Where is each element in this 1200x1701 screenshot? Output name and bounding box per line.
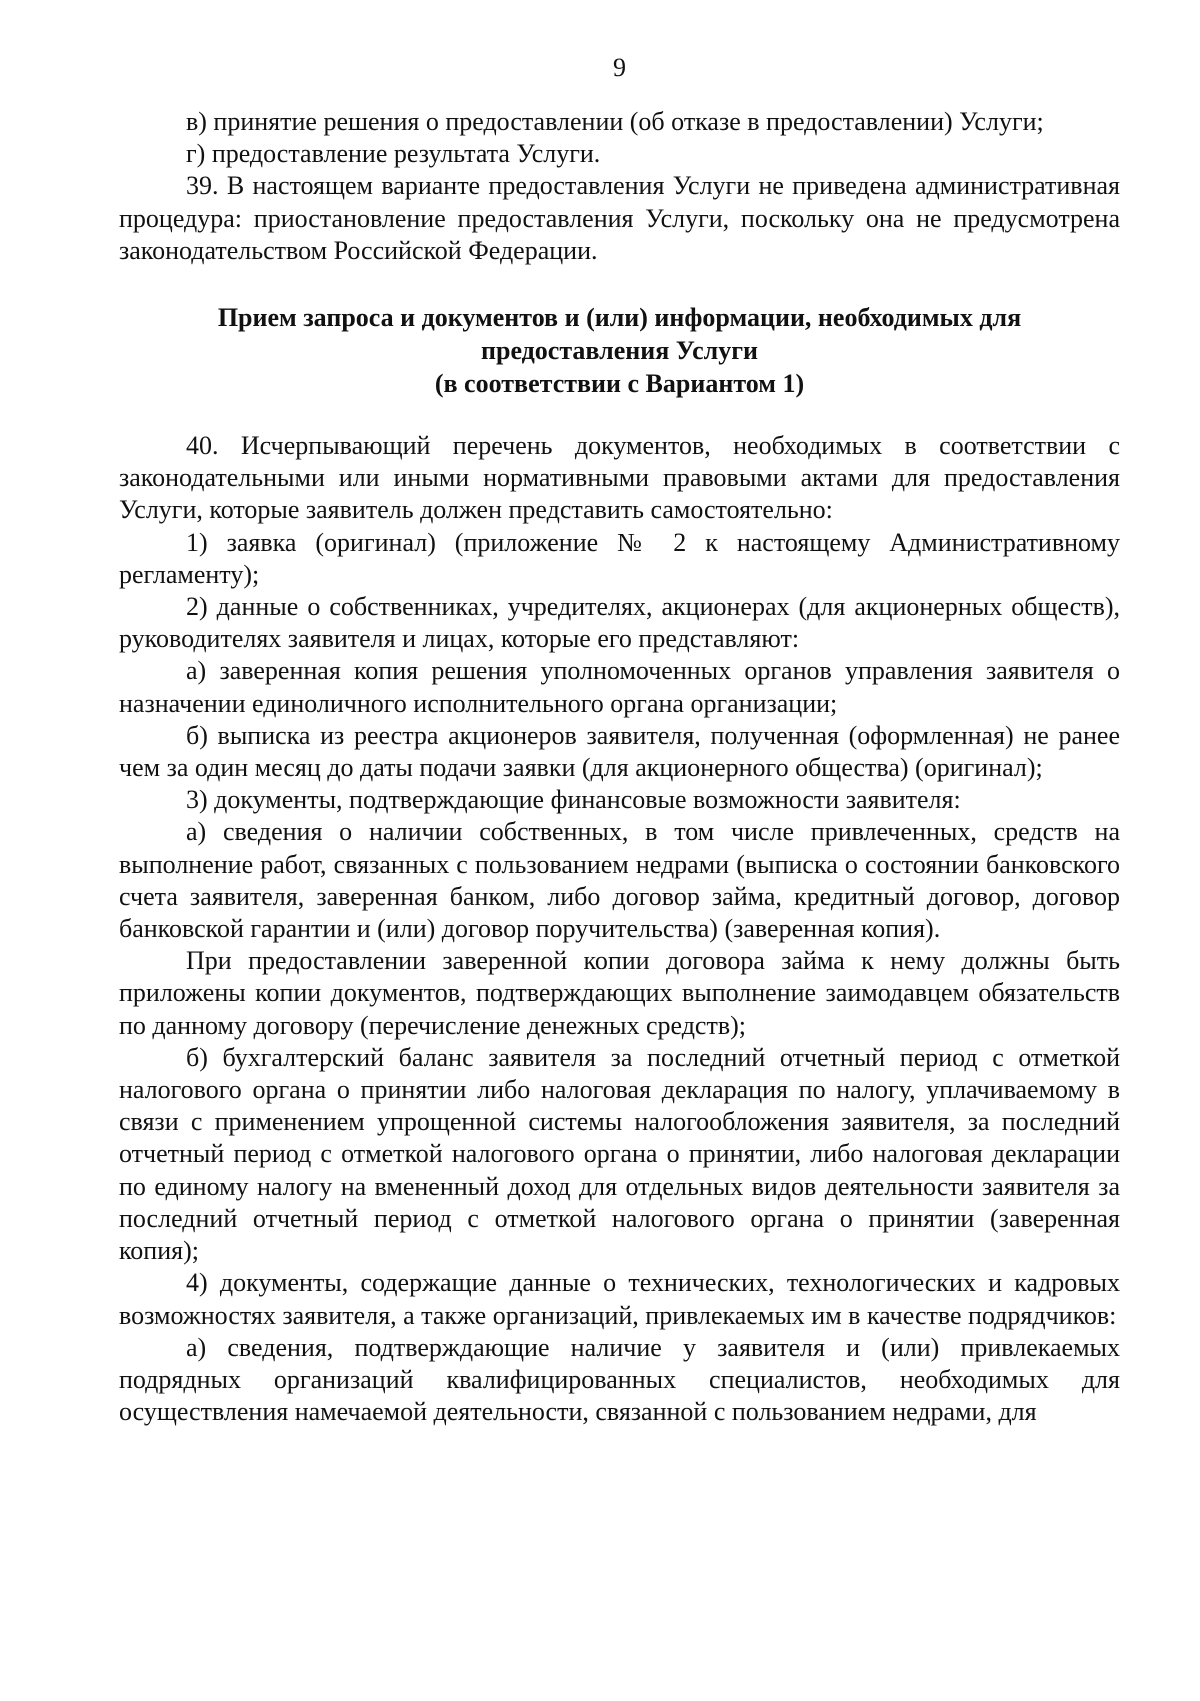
paragraph-39: 39. В настоящем варианте предоставления Услуги не приведена административная процедура: приостановление предоставления Услуги, поскольку она не предусмотрена законодательством Российской Федерации. [119,171,1120,265]
list-item-3a: а) сведения о наличии собственных, в том числе привлеченных, средств на выполнение работ, связанных с пользованием недрами (выписка о состоянии банковского счета заявителя, заверенная банком, либо договор займа, кредитный договор, договор банковской гарантии и (или) договор поручительства) (заверенная копия). [119,817,1120,944]
section-heading-line-2: предоставления Услуги [481,336,758,366]
section-heading [119,301,1120,400]
list-item-3b: б) бухгалтерский баланс заявителя за последний отчетный период с отметкой налогового органа о принятии либо налоговая декларация по налогу, уплачиваемому в связи с применением упрощенной системы налогообложения заявителя, за последний отчетный период с отметкой налогового органа о принятии, либо налоговая декларации по единому налогу на вмененный доход для отдельных видов деятельности заявителя за последний отчетный период с отметкой налогового органа о принятии (заверенная копия); [119,1042,1120,1266]
list-item-1: 1) заявка (оригинал) (приложение № 2 к настоящему Административному регламенту); [119,527,1120,589]
section-heading-line-1: Прием запроса и документов и (или) информации, необходимых для [217,303,1022,333]
list-item-2b: б) выписка из реестра акционеров заявителя, полученная (оформленная) не ранее чем за один месяц до даты подачи заявки (для акционерного общества) (оригинал); [119,720,1120,783]
document-page [119,52,1120,1428]
list-item-4a: а) сведения, подтверждающие наличие у заявителя и (или) привлекаемых подрядных организаций квалифицированных специалистов, необходимых для осуществления намечаемой деятельности, связанной с пользованием недрами, для [119,1332,1120,1427]
paragraph-item-g: г) предоставление результата Услуги. [186,139,601,169]
loan-agreement-note: При предоставлении заверенной копии договора займа к нему должны быть приложены копии документов, подтверждающих выполнение заимодавцем обязательств по данному договору (перечисление денежных средств); [119,946,1120,1040]
page-number: 9 [613,53,626,82]
list-item-4: 4) документы, содержащие данные о технических, технологических и кадровых возможностях заявителя, а также организаций, привлекаемых им в качестве подрядчиков: [119,1268,1120,1330]
list-item-3: 3) документы, подтверждающие финансовые возможности заявителя: [186,785,961,815]
paragraph-40: 40. Исчерпывающий перечень документов, необходимых в соответствии с законодательными или иными нормативными правовыми актами для предоставления Услуги, которые заявитель должен представить самостоятельно: [119,431,1120,525]
section-heading-line-3: (в соответствии с Вариантом 1) [434,369,805,399]
list-item-2a: а) заверенная копия решения уполномоченных органов управления заявителя о назначении единоличного исполнительного органа организации; [119,656,1120,718]
list-item-2: 2) данные о собственниках, учредителях, акционерах (для акционерных обществ), руководителях заявителя и лицах, которые его представляют: [119,592,1120,654]
paragraph-item-v: в) принятие решения о предоставлении (об отказе в предоставлении) Услуги; [186,107,1044,136]
